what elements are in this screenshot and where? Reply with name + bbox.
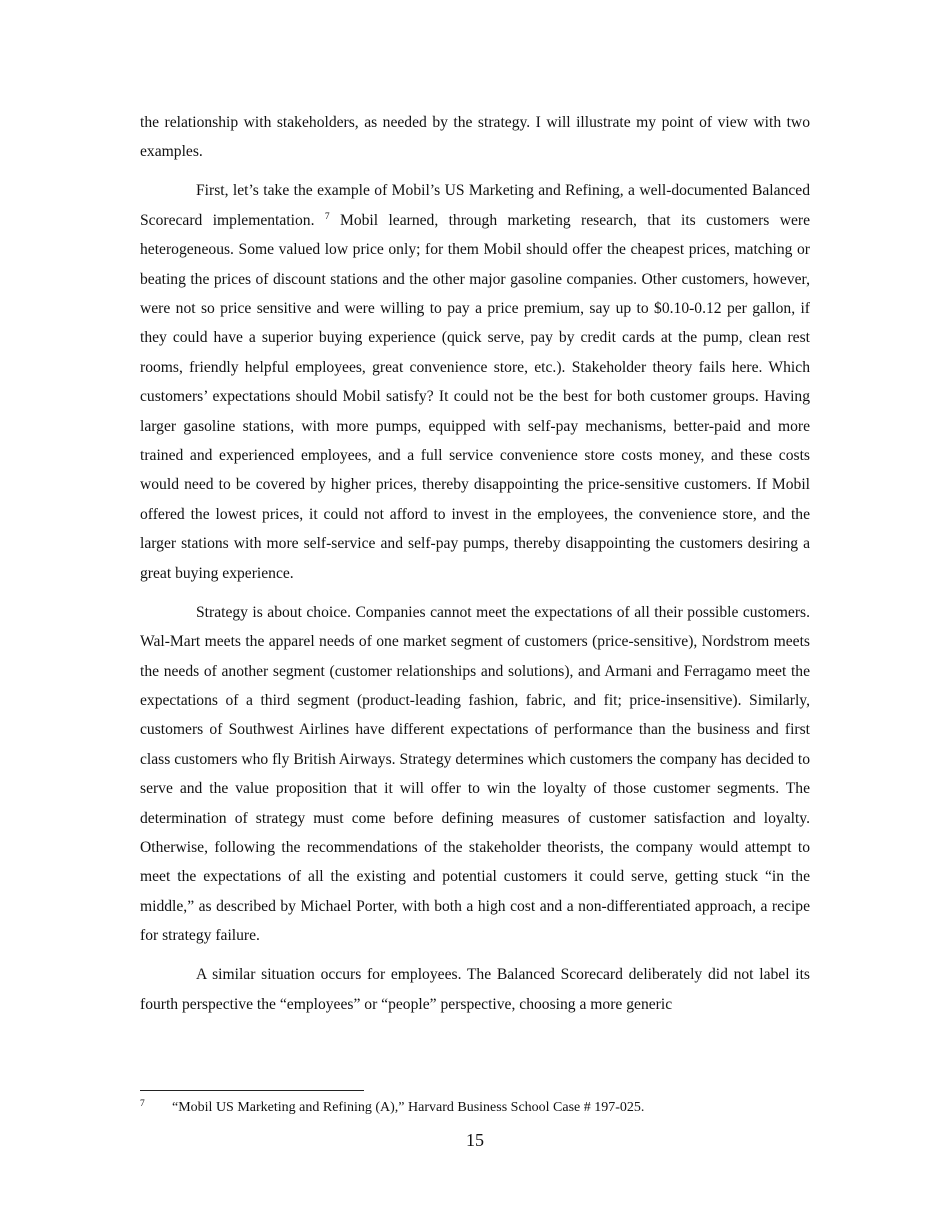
page-number: 15 <box>466 1130 484 1150</box>
paragraph-text: First, let’s take the example of Mobil’s US Marketing and Refining, a well-documented Balanced Scorecard implementation. <box>140 182 810 229</box>
footnote-divider <box>140 1090 364 1091</box>
paragraph-continuation <box>140 108 810 167</box>
paragraph-text: the relationship with stakeholders, as needed by the strategy. I will illustrate my point of view with two examples. <box>140 114 810 161</box>
paragraph-mobil-example <box>140 176 810 588</box>
paragraph-employees <box>140 960 810 1019</box>
paragraph-text: A similar situation occurs for employees. The Balanced Scorecard deliberately did not label its fourth perspective the “employees” or “people” perspective, choosing a more generic <box>140 966 810 1013</box>
footnote-text: “Mobil US Marketing and Refining (A),” Harvard Business School Case # 197-025. <box>172 1100 645 1115</box>
body-text <box>140 108 810 1029</box>
paragraph-strategy-choice <box>140 598 810 951</box>
paragraph-text: Mobil learned, through marketing research, that its customers were heterogeneous. Some valued low price only; for them Mobil should offer the cheapest prices, matching or beating the prices of discount stations and the other major gasoline companies. Other customers, however, were not so price sensitive and were willing to pay a price premium, say up to $0.10-0.12 per gallon, if they could have a superior buying experience (quick serve, pay by credit cards at the pump, clean rest rooms, friendly helpful employees, great convenience store, etc.). Stakeholder theory fails here. Which customers’ expectations should Mobil satisfy? It could not be the best for both customer groups. Having larger gasoline stations, with more pumps, equipped with self-pay mechanisms, better-paid and more trained and experienced employees, and a full service convenience store costs money, and these costs would need to be covered by higher prices, thereby disappointing the price-sensitive customers. If Mobil offered the lowest prices, it could not afford to invest in the employees, the convenience store, and the larger stations with more self-service and self-pay pumps, thereby disappointing the customers desiring a great buying experience. <box>140 211 810 582</box>
footnote-reference[interactable]: 7 <box>324 211 330 222</box>
footnote: 7 “Mobil US Marketing and Refining (A),” Harvard Business School Case # 197-025. <box>140 1099 645 1115</box>
paragraph-text: Strategy is about choice. Companies cannot meet the expectations of all their possible customers. Wal-Mart meets the apparel needs of one market segment of customers (price-sensitive), Nordstrom meets the needs of another segment (customer relationships and solutions), and Armani and Ferragamo meet the expectations of a third segment (product-leading fashion, fabric, and fit; price-insensitive). Similarly, customers of Southwest Airlines have different expectations of performance than the business and first class customers who fly British Airways. Strategy determines which customers the company has decided to serve and the value proposition that it will offer to win the loyalty of those customer segments. The determination of strategy must come before defining measures of customer satisfaction and loyalty. Otherwise, following the recommendations of the stakeholder theorists, the company would attempt to meet the expectations of all the existing and potential customers it could serve, getting stuck “in the middle,” as described by Michael Porter, with both a high cost and a non-differentiated approach, a recipe for strategy failure. <box>140 603 810 945</box>
